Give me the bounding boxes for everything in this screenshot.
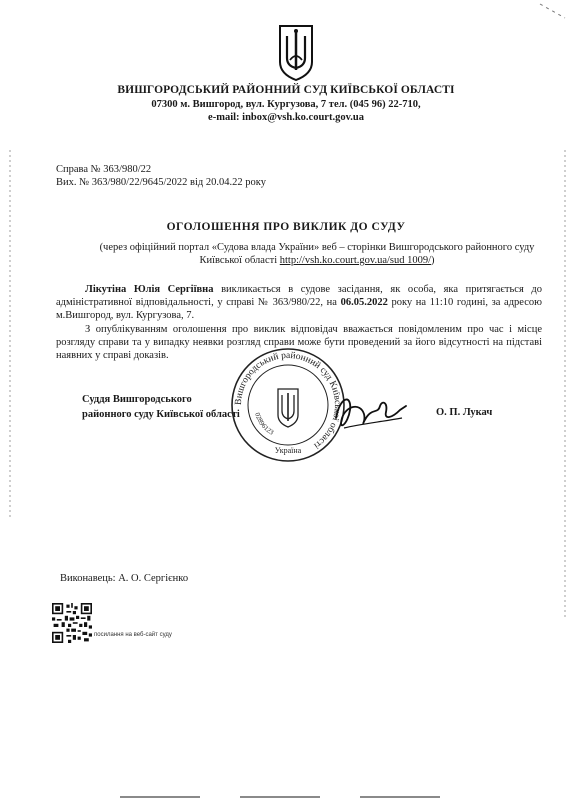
summons-paragraph [56, 283, 542, 322]
summons-text-a: викликається в судове засідання, як особа, яка притягається до адміністративної відповідальності, у справі № 363/980/22, на [56, 284, 542, 308]
stamp-trident-icon [278, 389, 298, 427]
judge-position [82, 392, 240, 422]
publication-note-close: ) [431, 255, 435, 266]
court-address: 07300 м. Вишгород, вул. Кургузова, 7 тел. (045 96) 22-710, [151, 99, 421, 110]
case-number: Справа № 363/980/22 [56, 164, 152, 175]
summons-text-b: року на 11:10 годині, за адресою м.Вишгород, вул. Кургузова, 7. [56, 297, 542, 321]
summoned-person-name: Лікутіна Юлія Сергіївна [85, 284, 214, 295]
publication-note-text: (через офіційний портал «Судова влада України» веб – сторінки Вишгородського районного суду Київської області [99, 242, 535, 266]
court-website-link[interactable]: http://vsh.ko.court.gov.ua/sud 1009/ [279, 255, 432, 266]
qr-caption: посилання на веб-сайт суду [94, 632, 172, 638]
stamp-inner-text: Україна [274, 446, 302, 455]
hearing-date: 06.05.2022 [340, 297, 388, 308]
judge-name: О. П. Лукач [436, 407, 493, 418]
outgoing-number: Вих. № 363/980/22/9645/2022 від 20.04.22 року [56, 177, 266, 188]
document-title: ОГОЛОШЕННЯ ПРО ВИКЛИК ДО СУДУ [166, 221, 406, 233]
publication-note [82, 241, 552, 267]
court-email: e-mail: inbox@vsh.ko.court.gov.ua [208, 112, 364, 123]
notice-paragraph: З опублікуванням оголошення про виклик відповідач вважається повідомленим про час і місце розгляду справи та у випадку неявки розгляд справи може бути проведений за його відсутності на підставі наявних у справі доказів. [56, 324, 542, 361]
judge-position-line2: районного суду Київської області [82, 409, 240, 420]
judge-signature [330, 388, 410, 438]
case-info [56, 163, 266, 189]
stamp-outer-text: Вишгородський районний суд Київської області [233, 350, 343, 451]
court-name: ВИШГОРОДСЬКИЙ РАЙОННИЙ СУД КИЇВСЬКОЇ ОБЛАСТІ [117, 84, 455, 96]
trident-emblem-icon [276, 22, 316, 82]
judge-position-line1: Суддя Вишгородського [82, 394, 192, 405]
executor-line: Виконавець: А. О. Сергієнко [60, 573, 189, 584]
stamp-code: 02896123 [253, 411, 275, 437]
qr-code-icon[interactable] [52, 603, 92, 643]
